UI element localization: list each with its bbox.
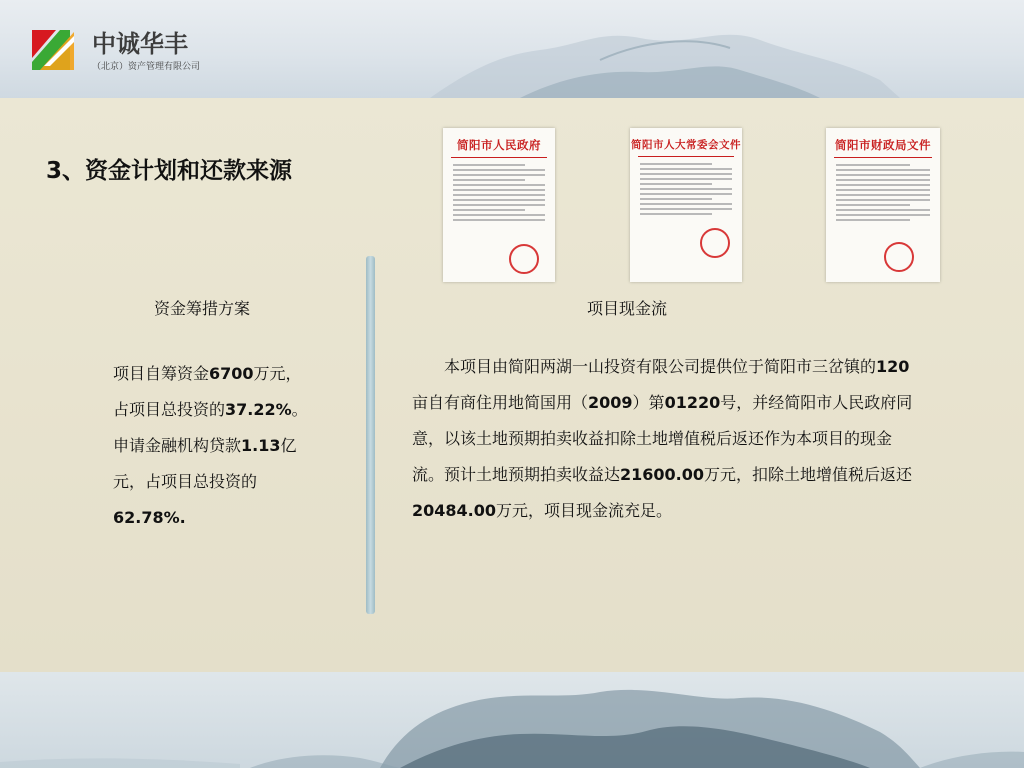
cash-flow-paragraph: [412, 349, 917, 529]
emphasized-figure: 37.22%: [225, 400, 292, 419]
header-banner: [0, 0, 1024, 98]
emphasized-figure: 2009: [588, 393, 633, 412]
seal-stamp-icon: [700, 228, 730, 258]
paragraph-text: 万元，占项目总投资的: [113, 364, 302, 419]
emphasized-figure: 20484.00: [412, 501, 497, 520]
document-header: 简阳市人民政府: [457, 138, 541, 152]
emphasized-figure: 1.13: [241, 436, 281, 455]
government-document-image: [443, 128, 555, 282]
vertical-divider: [366, 256, 375, 614]
document-header: 简阳市财政局文件: [835, 138, 931, 152]
paragraph-text: 号，并经简阳市人民政府同意，以该土地预期拍卖收益扣除土地增值税后返还作为本项目的现金流。预计土地预期拍卖收益达: [412, 393, 913, 484]
paragraph-text: 万元，扣除土地增值税后返还: [704, 465, 913, 484]
emphasized-figure: 62.78%.: [113, 508, 186, 527]
finance-bureau-document-image: [826, 128, 940, 282]
logo-subtitle: （北京）资产管理有限公司: [92, 62, 201, 72]
document-header: 简阳市人大常委会文件: [631, 139, 741, 151]
emphasized-figure: 120: [876, 357, 910, 376]
paragraph-text: 项目自筹资金: [113, 364, 210, 383]
left-heading: 资金筹措方案: [154, 299, 251, 318]
paragraph-text: 本项目由简阳两湖一山投资有限公司提供位于简阳市三岔镇的: [444, 357, 877, 376]
footer-landscape: [0, 672, 1024, 768]
seal-stamp-icon: [884, 242, 914, 272]
right-heading: 项目现金流: [587, 299, 668, 318]
landscape-decoration: [0, 672, 1024, 768]
paragraph-text: 亿元，占项目总投资的: [113, 436, 297, 491]
congress-committee-document-image: [630, 128, 742, 282]
paragraph-text: ）第: [632, 393, 665, 412]
paragraph-text: 万元，项目现金流充足。: [496, 501, 673, 520]
logo-name: 中诚华丰: [92, 30, 188, 58]
funding-plan-paragraph: [113, 356, 313, 536]
emphasized-figure: 01220: [664, 393, 721, 412]
seal-stamp-icon: [509, 244, 539, 274]
page-title: 3、资金计划和还款来源: [46, 158, 293, 184]
paragraph-text: 。申请金融机构贷款: [113, 400, 308, 455]
paragraph-text: 亩自有商住用地简国用（: [412, 393, 589, 412]
company-logo: [30, 22, 230, 78]
emphasized-figure: 6700: [209, 364, 254, 383]
emphasized-figure: 21600.00: [620, 465, 705, 484]
